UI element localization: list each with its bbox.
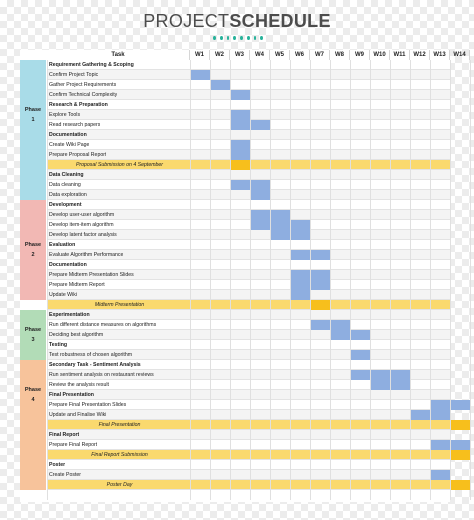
task-bar xyxy=(250,190,270,200)
phase-block xyxy=(20,310,46,360)
week-gridline xyxy=(250,60,251,500)
phase-number: 1 xyxy=(31,117,35,123)
milestone-label: Poster Day xyxy=(106,482,133,488)
task-bar xyxy=(230,110,250,120)
header-week: W7 xyxy=(310,50,330,60)
phase-label: Phase xyxy=(24,387,42,393)
week-gridline xyxy=(350,60,351,500)
task-bar xyxy=(230,90,250,100)
section-heading: Poster xyxy=(49,462,66,468)
phase-label: Phase xyxy=(24,242,42,248)
title-dot xyxy=(220,36,223,40)
task-label: Run sentiment analysis on restaurant reviews xyxy=(49,372,154,378)
week-gridline xyxy=(210,60,211,500)
task-label: Create Wiki Page xyxy=(49,142,90,148)
task-bar xyxy=(230,140,250,150)
milestone-label: Midterm Presentation xyxy=(94,302,145,308)
week-gridline xyxy=(430,60,431,500)
task-label: Data cleaning xyxy=(49,182,81,188)
title-dot xyxy=(227,36,230,40)
section-heading: Final Presentation xyxy=(49,392,94,398)
week-gridline xyxy=(470,60,471,500)
task-bar xyxy=(350,350,370,360)
gantt-sheet xyxy=(20,50,466,502)
header-week: W2 xyxy=(210,50,230,60)
header-week: W11 xyxy=(390,50,410,60)
milestone-bar xyxy=(230,160,250,170)
phase-number: 4 xyxy=(31,397,35,403)
task-label: Run different distance measures on algorithms xyxy=(49,322,157,328)
task-label: Prepare Midterm Report xyxy=(49,282,105,288)
week-gridline xyxy=(190,60,191,500)
title-dot xyxy=(213,36,216,40)
header-week: W8 xyxy=(330,50,350,60)
task-bar xyxy=(350,370,410,380)
milestone-bar xyxy=(450,450,470,460)
week-gridline xyxy=(410,60,411,500)
milestone-label: Proposal Submission on 4 September xyxy=(75,162,164,168)
task-bar xyxy=(250,220,310,230)
week-gridline xyxy=(330,60,331,500)
milestone-bar xyxy=(450,480,470,490)
header-week: W13 xyxy=(430,50,450,60)
header-week: W4 xyxy=(250,50,270,60)
section-heading: Secondary Task - Sentiment Analysis xyxy=(49,362,141,368)
week-gridline xyxy=(270,60,271,500)
header-week: W14 xyxy=(450,50,470,60)
header-week: W1 xyxy=(190,50,210,60)
section-heading: Research & Preparation xyxy=(49,102,108,108)
task-label: Confirm Project Topic xyxy=(49,72,99,78)
header-week: W5 xyxy=(270,50,290,60)
phase-label: Phase xyxy=(24,327,42,333)
task-label: Read research papers xyxy=(49,122,101,128)
week-gridline xyxy=(290,60,291,500)
week-gridline xyxy=(310,60,311,500)
phase-number: 3 xyxy=(31,337,35,343)
section-heading: Documentation xyxy=(49,132,87,138)
milestone-label: Final Report Submission xyxy=(91,452,148,458)
week-gridline xyxy=(450,60,451,500)
task-bar xyxy=(230,150,250,160)
task-label: Update and Finalise Wiki xyxy=(49,412,107,418)
task-label: Review the analysis result xyxy=(49,382,109,388)
week-gridline xyxy=(390,60,391,500)
task-label: Data exploration xyxy=(49,192,87,198)
task-bar xyxy=(430,470,450,480)
task-label: Develop user-user algorithm xyxy=(49,212,115,218)
section-heading: Requirement Gathering & Scoping xyxy=(49,62,134,68)
task-label: Gather Project Requirements xyxy=(49,82,117,88)
task-label: Explore Tools xyxy=(49,112,81,118)
task-bar xyxy=(210,80,230,90)
title-dot xyxy=(233,36,236,40)
section-heading: Experimentation xyxy=(49,312,90,318)
section-heading: Evaluation xyxy=(49,242,76,248)
task-label: Prepare Final Presentation Slides xyxy=(49,402,127,408)
section-heading: Final Report xyxy=(49,432,80,438)
task-bar xyxy=(290,290,310,300)
title-dot xyxy=(260,36,263,40)
title-dot xyxy=(247,36,250,40)
header-week: W3 xyxy=(230,50,250,60)
task-label: Update Wiki xyxy=(49,292,77,298)
title-light: PROJECT xyxy=(143,11,230,31)
phase-block xyxy=(20,170,46,200)
task-label: Confirm Technical Complexity xyxy=(49,92,118,98)
task-label: Prepare Midterm Presentation Slides xyxy=(49,272,134,278)
title-dots xyxy=(213,36,263,42)
header-week: W10 xyxy=(370,50,390,60)
phase-block xyxy=(20,200,46,300)
section-heading: Testing xyxy=(49,342,68,348)
header-week: W9 xyxy=(350,50,370,60)
task-label: Develop item-item algorithm xyxy=(49,222,114,228)
header-week: W6 xyxy=(290,50,310,60)
phase-block xyxy=(20,430,46,490)
phase-number: 2 xyxy=(31,252,35,258)
task-label: Test robustness of chosen algorithm xyxy=(49,352,133,358)
section-heading: Documentation xyxy=(49,262,87,268)
week-gridline xyxy=(370,60,371,500)
milestone-bar xyxy=(450,420,470,430)
header-task: Task xyxy=(47,50,190,60)
milestone-bar xyxy=(310,300,330,310)
phase-block xyxy=(20,60,46,170)
task-label: Evaluate Algorithm Performance xyxy=(49,252,124,258)
task-label: Develop latent factor analysis xyxy=(49,232,117,238)
task-gridline xyxy=(47,60,48,500)
phase-block xyxy=(20,360,46,430)
title-dot xyxy=(240,36,243,40)
task-label: Create Poster xyxy=(49,472,82,478)
section-heading: Development xyxy=(49,202,82,208)
week-gridline xyxy=(230,60,231,500)
task-label: Prepare Proposal Report xyxy=(49,152,107,158)
task-label: Prepare Final Report xyxy=(49,442,98,448)
page-title xyxy=(0,11,474,32)
task-label: Deciding best algorithm xyxy=(49,332,104,338)
title-dot xyxy=(254,36,257,40)
title-bold: SCHEDULE xyxy=(229,11,331,31)
section-heading: Data Cleaning xyxy=(49,172,84,178)
task-bar xyxy=(190,70,210,80)
phase-label: Phase xyxy=(24,107,42,113)
milestone-label: Final Presentation xyxy=(98,422,141,428)
header-week: W12 xyxy=(410,50,430,60)
